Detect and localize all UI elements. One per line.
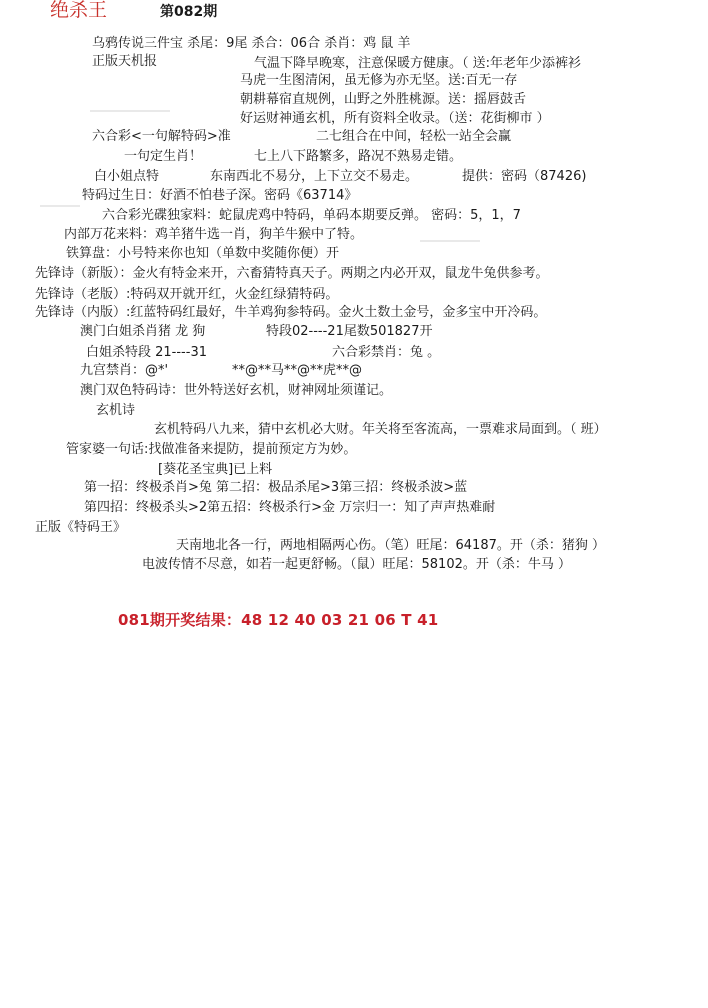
issue-number: 第082期	[160, 4, 218, 20]
text-line: 玄机特码八九来，猜中玄机必大财。年关将至客流高，一票难求局面到。（ 班）	[154, 422, 607, 437]
text-line: 先锋诗（内版）:红蓝特码红最好，牛羊鸡狗参特码。金火土数土金号，金多宝中开冷码。	[35, 305, 547, 320]
text-line: 六合彩光碟独家料：蛇鼠虎鸡中特码，单码本期要反弹。 密码：5，1，7	[102, 208, 521, 223]
text-line: 马虎一生图清闲，虽无修为亦无坚。送:百无一存	[240, 73, 518, 88]
text-line: 气温下降早晚寒，注意保暖方健康。（ 送:年老年少添裤衫	[254, 56, 582, 71]
text-line: 天南地北各一行，两地相隔两心伤。（笔）旺尾：64187。开（杀：猪狗 ）	[176, 538, 605, 553]
brand-title: 绝杀王	[50, 0, 108, 21]
text-line: 内部万花来料：鸡羊猪牛选一肖，狗羊牛猴中了特。	[64, 227, 364, 242]
text-line: 乌鸦传说三件宝 杀尾：9尾 杀合：06合 杀肖：鸡 鼠 羊	[92, 36, 411, 51]
text-line: 九宫禁肖：@*'	[80, 363, 169, 378]
text-line: 七上八下路繁多，路况不熟易走错。	[254, 149, 463, 164]
text-line: 特码过生日：好酒不怕巷子深。密码《63714》	[82, 188, 358, 203]
text-line: 提供：密码（87426)	[462, 169, 587, 184]
text-line: 朝耕幕宿直规例，山野之外胜桃源。送：摇唇鼓舌	[240, 92, 527, 107]
text-line: 二七组合在中间，轻松一站全会赢	[316, 129, 512, 144]
section-heading: 玄机诗	[96, 403, 136, 418]
text-line: 管家婆一句话:找做准备来提防，提前预定方为妙。	[66, 442, 357, 457]
text-line: 好运财神通玄机，所有资料全收录。（送：花街柳市 ）	[240, 111, 550, 126]
text-line: 特段02----21尾数501827开	[266, 324, 433, 339]
scan-streak	[420, 240, 480, 242]
text-line: 白姐杀特段 21----31	[86, 345, 207, 360]
scan-streak	[90, 110, 170, 112]
section-heading: [葵花圣宝典]已上料	[158, 462, 273, 477]
text-line: 先锋诗（老版）:特码双开就开红，火金红绿猜特码。	[35, 287, 339, 302]
text-line: 先锋诗（新版）：金火有特金来开，六畜猜特真天子。两期之内必开双，鼠龙牛兔供参考。	[35, 266, 549, 281]
text-line: 第四招：终极杀头>2第五招：终极杀行>金 万宗归一：知了声声热难耐	[84, 500, 496, 515]
text-line: 铁算盘：小号特来你也知（单数中奖随你便）开	[66, 246, 340, 261]
section-heading: 正版《特码王》	[35, 520, 127, 535]
text-line: 一句定生肖！	[124, 149, 203, 164]
scan-streak	[40, 205, 80, 207]
text-line: 六合彩<一句解特码>准	[92, 129, 231, 144]
text-line: 澳门白姐杀肖猪 龙 狗	[80, 324, 206, 339]
text-line: 白小姐点特	[94, 169, 160, 184]
text-line: 东南西北不易分，上下立交不易走。	[210, 169, 419, 184]
text-line: 六合彩禁肖：兔 。	[332, 345, 441, 360]
text-line: 正版天机报	[92, 54, 158, 69]
text-line: 电波传情不尽意，如若一起更舒畅。（鼠）旺尾：58102。开（杀：牛马 ）	[142, 557, 571, 572]
draw-result: 081期开奖结果：48 12 40 03 21 06 T 41	[118, 611, 439, 629]
text-line: **@**马**@**虎**@	[232, 363, 363, 378]
text-line: 澳门双色特码诗：世外特送好玄机，财神网址须谨记。	[80, 383, 393, 398]
text-line: 第一招：终极杀肖>兔 第二招：极品杀尾>3第三招：终极杀波>蓝	[84, 480, 468, 495]
